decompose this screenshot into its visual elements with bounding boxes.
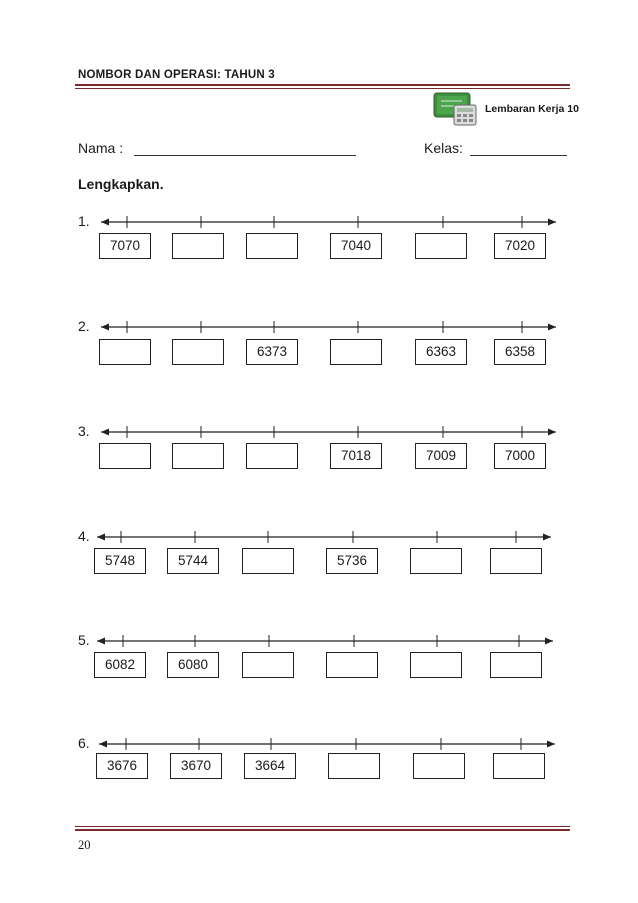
name-label: Nama : xyxy=(78,140,124,156)
number-box-filled: 3664 xyxy=(244,753,296,779)
number-box-filled: 7009 xyxy=(415,443,467,469)
answer-box-empty[interactable] xyxy=(328,753,380,779)
footer-rule xyxy=(75,829,570,831)
question-number: 5. xyxy=(78,632,90,648)
number-box-filled: 6082 xyxy=(94,652,146,678)
question-number: 4. xyxy=(78,528,90,544)
page-number: 20 xyxy=(78,838,91,852)
number-box-filled: 5736 xyxy=(326,548,378,574)
footer-rule-thin xyxy=(75,826,570,827)
question-number: 6. xyxy=(78,735,90,751)
question-number: 2. xyxy=(78,318,90,334)
question-number: 3. xyxy=(78,423,90,439)
arrow-left-icon xyxy=(99,741,107,748)
arrow-right-icon xyxy=(547,741,555,748)
number-box-filled: 3676 xyxy=(96,753,148,779)
instruction-heading: Lengkapkan. xyxy=(78,176,164,192)
number-box-filled: 7070 xyxy=(99,233,151,259)
worksheet-number-label: Lembaran Kerja 10 xyxy=(485,103,579,115)
number-box-filled: 7040 xyxy=(330,233,382,259)
question-number: 1. xyxy=(78,213,90,229)
number-box-filled: 5748 xyxy=(94,548,146,574)
number-box-filled: 7000 xyxy=(494,443,546,469)
answer-box-empty[interactable] xyxy=(493,753,545,779)
number-box-filled: 6358 xyxy=(494,339,546,365)
number-box-filled: 7018 xyxy=(330,443,382,469)
number-box-filled: 5744 xyxy=(167,548,219,574)
class-label: Kelas: xyxy=(424,140,463,156)
number-box-filled: 6363 xyxy=(415,339,467,365)
number-box-filled: 6373 xyxy=(246,339,298,365)
answer-box-empty[interactable] xyxy=(413,753,465,779)
worksheet-header-title: NOMBOR DAN OPERASI: TAHUN 3 xyxy=(78,69,275,81)
number-box-filled: 6080 xyxy=(167,652,219,678)
number-box-filled: 7020 xyxy=(494,233,546,259)
number-box-filled: 3670 xyxy=(170,753,222,779)
